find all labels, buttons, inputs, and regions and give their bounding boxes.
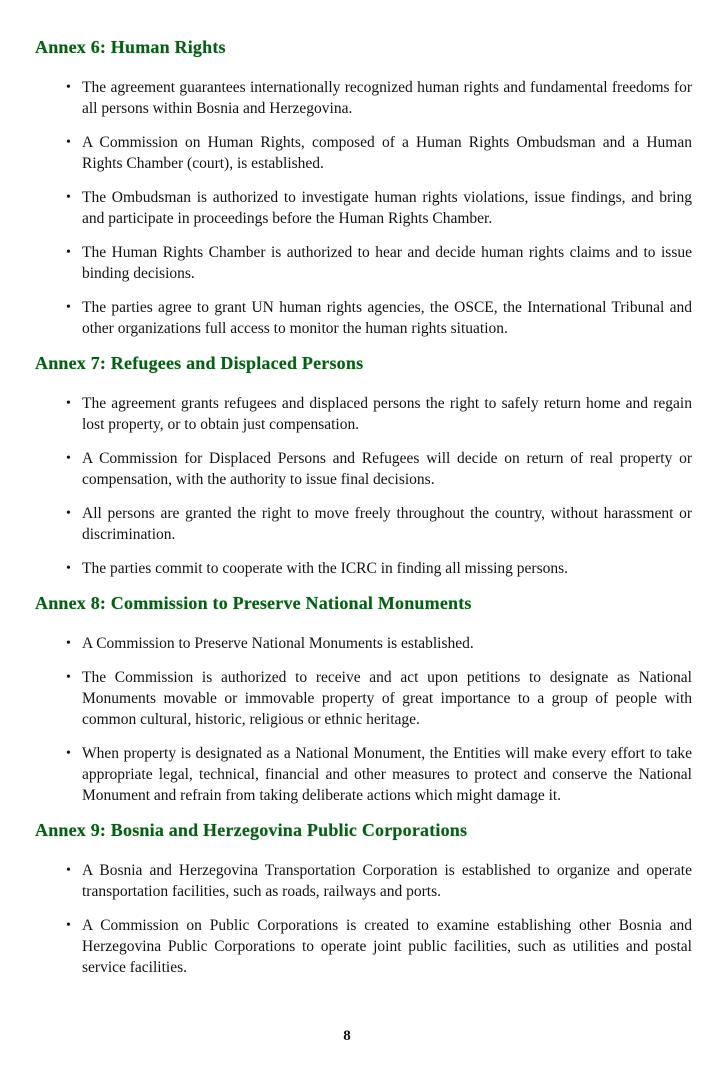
bullet-item: • A Commission on Public Corporations is created to examine establishing other Bosnia and Herzegovina Public Corporations to operate joint public facilities, such as utilities and postal service facilities. [35,915,692,978]
bullet-item: • The Commission is authorized to receive and act upon petitions to designate as National Monuments movable or immovable property of great importance to a group of people with common cultural, historic, religious or ethnic heritage. [35,667,692,730]
bullet-item: • The parties agree to grant UN human rights agencies, the OSCE, the International Tribunal and other organizations full access to monitor the human rights situation. [35,297,692,339]
section-heading: Annex 6: Human Rights [35,37,226,57]
section-heading: Annex 8: Commission to Preserve National Monuments [35,593,472,613]
section-annex-6 [35,36,692,339]
bullet-list [35,860,692,978]
bullet-list [35,77,692,339]
bullet-item: • The agreement grants refugees and displaced persons the right to safely return home and regain lost property, or to obtain just compensation. [35,393,692,435]
bullet-list [35,393,692,579]
bullet-list [35,633,692,806]
bullet-item: • A Commission for Displaced Persons and Refugees will decide on return of real property or compensation, with the authority to issue final decisions. [35,448,692,490]
bullet-item: • A Commission to Preserve National Monuments is established. [35,633,692,654]
bullet-item: • A Bosnia and Herzegovina Transportation Corporation is established to organize and operate transportation facilities, such as roads, railways and ports. [35,860,692,902]
section-heading: Annex 9: Bosnia and Herzegovina Public Corporations [35,820,468,840]
bullet-item: • When property is designated as a National Monument, the Entities will make every effort to take appropriate legal, technical, financial and other measures to protect and conserve the National Monument and refrain from taking deliberate actions which might damage it. [35,743,692,806]
section-heading: Annex 7: Refugees and Displaced Persons [35,353,364,373]
section-annex-9 [35,819,692,978]
bullet-item: • The parties commit to cooperate with the ICRC in finding all missing persons. [35,558,692,579]
bullet-item: • The agreement guarantees internationally recognized human rights and fundamental freedoms for all persons within Bosnia and Herzegovina. [35,77,692,119]
bullet-item: • All persons are granted the right to move freely throughout the country, without harassment or discrimination. [35,503,692,545]
bullet-item: • The Human Rights Chamber is authorized to hear and decide human rights claims and to issue binding decisions. [35,242,692,284]
section-annex-7 [35,352,692,579]
section-annex-8 [35,592,692,806]
bullet-item: • A Commission on Human Rights, composed of a Human Rights Ombudsman and a Human Rights Chamber (court), is established. [35,132,692,174]
page-number: 8 [343,1028,351,1044]
bullet-item: • The Ombudsman is authorized to investigate human rights violations, issue findings, and bring and participate in proceedings before the Human Rights Chamber. [35,187,692,229]
